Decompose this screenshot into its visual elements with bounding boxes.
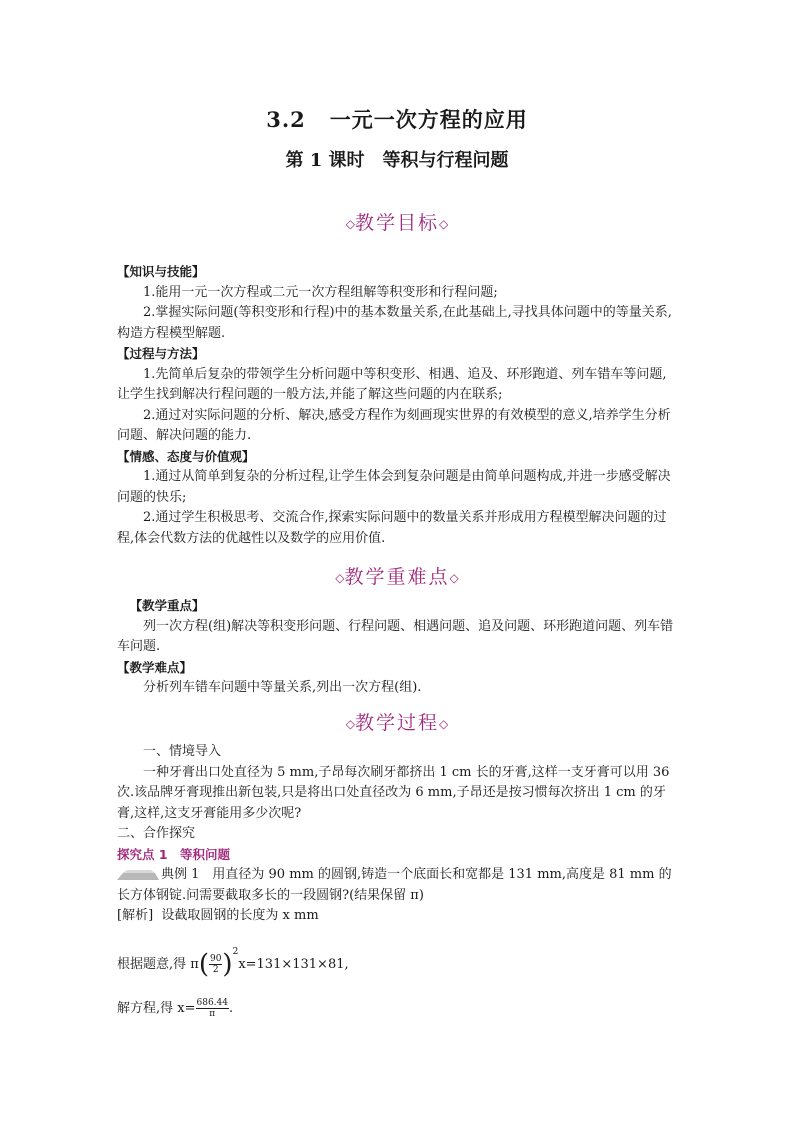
knowledge-item-1: 1.能用一元一次方程或二元一次方程组解等积变形和行程问题; bbox=[143, 284, 498, 300]
solution-suffix: . bbox=[229, 1000, 234, 1016]
diamond-icon: ◇ bbox=[439, 217, 449, 231]
equation-fraction-bottom: 2 bbox=[212, 964, 219, 975]
example-1 bbox=[117, 865, 679, 906]
equation-fraction bbox=[209, 954, 222, 975]
goals-heading-text: 教学目标 bbox=[354, 212, 439, 234]
analysis-text: 设截取圆钢的长度为 x mm bbox=[161, 908, 319, 923]
key-points-heading bbox=[0, 562, 794, 589]
diamond-icon: ◇ bbox=[449, 571, 459, 585]
key-points-content bbox=[117, 596, 679, 699]
emotion-item-2: 2.通过学生积极思考、交流合作,探索实际问题中的数量关系并形成用方程模型解决问题的过程,体会代数方法的优越性以及数学的应用价值. bbox=[117, 510, 667, 546]
diamond-icon: ◇ bbox=[335, 571, 345, 585]
process-heading bbox=[0, 708, 794, 735]
emotion-label: 【情感、态度与价值观】 bbox=[117, 448, 255, 464]
part1-text: 一种牙膏出口处直径为 5 mm,子昂每次刷牙都挤出 1 cm 长的牙膏,这样一支牙膏可以用 36 次.该品牌牙膏现推出新包装,只是将出口处直径改为 6 mm,子昂还是按习惯每次挤出 1 cm 的牙膏,这样,这支牙膏能用多少次呢? bbox=[117, 764, 670, 821]
goals-content bbox=[117, 262, 679, 549]
part2-title: 二、合作探究 bbox=[117, 826, 196, 841]
process-content bbox=[117, 742, 679, 1024]
part1-title: 一、情境导入 bbox=[143, 744, 222, 759]
diamond-icon: ◇ bbox=[345, 717, 355, 731]
process-item-2: 2.通过对实际问题的分析、解决,感受方程作为刻画现实世界的有效模型的意义,培养学生分析问题、解决问题的能力. bbox=[117, 407, 671, 443]
equation-power: 2 bbox=[232, 946, 239, 957]
solution-fraction-top: 686.44 bbox=[196, 997, 228, 1008]
lesson-label: 第 1 课时 bbox=[285, 150, 365, 171]
key-points-heading-text: 教学重难点 bbox=[344, 566, 450, 588]
section-title-text: 一元一次方程的应用 bbox=[329, 107, 528, 132]
difficulty-text: 分析列车错车问题中等量关系,列出一次方程(组). bbox=[143, 680, 422, 695]
example-1-text: 典例 1 用直径为 90 mm 的圆钢,铸造一个底面长和宽都是 131 mm,高度是 81 mm 的长方体钢锭.问需要截取多长的一段圆钢?(结果保留 π) bbox=[117, 867, 672, 903]
process-label: 【过程与方法】 bbox=[117, 346, 205, 361]
equation-prefix: 根据题意,得 π bbox=[117, 956, 199, 972]
lesson-title bbox=[0, 146, 794, 172]
lesson-title-text: 等积与行程问题 bbox=[382, 150, 509, 171]
analysis-line bbox=[117, 906, 679, 927]
process-item-1: 1.先简单后复杂的带领学生分析问题中等积变形、相遇、追及、环形跑道、列车错车等问题,让学生找到解决行程问题的一般方法,并能了解这些问题的内在联系; bbox=[117, 366, 667, 402]
solution-prefix: 解方程,得 x= bbox=[117, 1000, 196, 1016]
goals-heading bbox=[0, 208, 794, 235]
explore-point-label: 探究点 1 等积问题 bbox=[117, 846, 231, 862]
knowledge-item-2: 2.掌握实际问题(等积变形和行程)中的基本数量关系,在此基础上,寻找具体问题中的等量关系,构造方程模型解题. bbox=[117, 305, 672, 341]
equation-suffix: x=131×131×81, bbox=[238, 956, 349, 972]
equation-line: 根据题意,得 π( $\frac{90}{2}$ )$^2$x=131×131×81, bbox=[117, 946, 349, 979]
knowledge-label: 【知识与技能】 bbox=[117, 264, 205, 279]
diamond-icon: ◇ bbox=[345, 217, 355, 231]
section-number: 3.2 bbox=[266, 107, 306, 132]
example-marker-icon bbox=[117, 869, 159, 881]
equation-fraction-top: 90 bbox=[209, 953, 222, 964]
focus-label: 【教学重点】 bbox=[129, 598, 205, 613]
process-heading-text: 教学过程 bbox=[354, 712, 439, 734]
solution-fraction-bottom: π bbox=[209, 1008, 216, 1019]
section-title bbox=[0, 104, 794, 134]
focus-text: 列一次方程(组)解决等积变形问题、行程问题、相遇问题、追及问题、环形跑道问题、列车错车问题. bbox=[117, 618, 674, 654]
difficulty-label: 【教学难点】 bbox=[117, 659, 193, 675]
analysis-label: [解析] bbox=[117, 908, 154, 923]
diamond-icon: ◇ bbox=[439, 717, 449, 731]
solution-fraction bbox=[196, 998, 230, 1019]
emotion-item-1: 1.通过从简单到复杂的分析过程,让学生体会到复杂问题是由简单问题构成,并进一步感受解决问题的快乐; bbox=[117, 469, 671, 505]
solution-line bbox=[117, 994, 679, 1024]
